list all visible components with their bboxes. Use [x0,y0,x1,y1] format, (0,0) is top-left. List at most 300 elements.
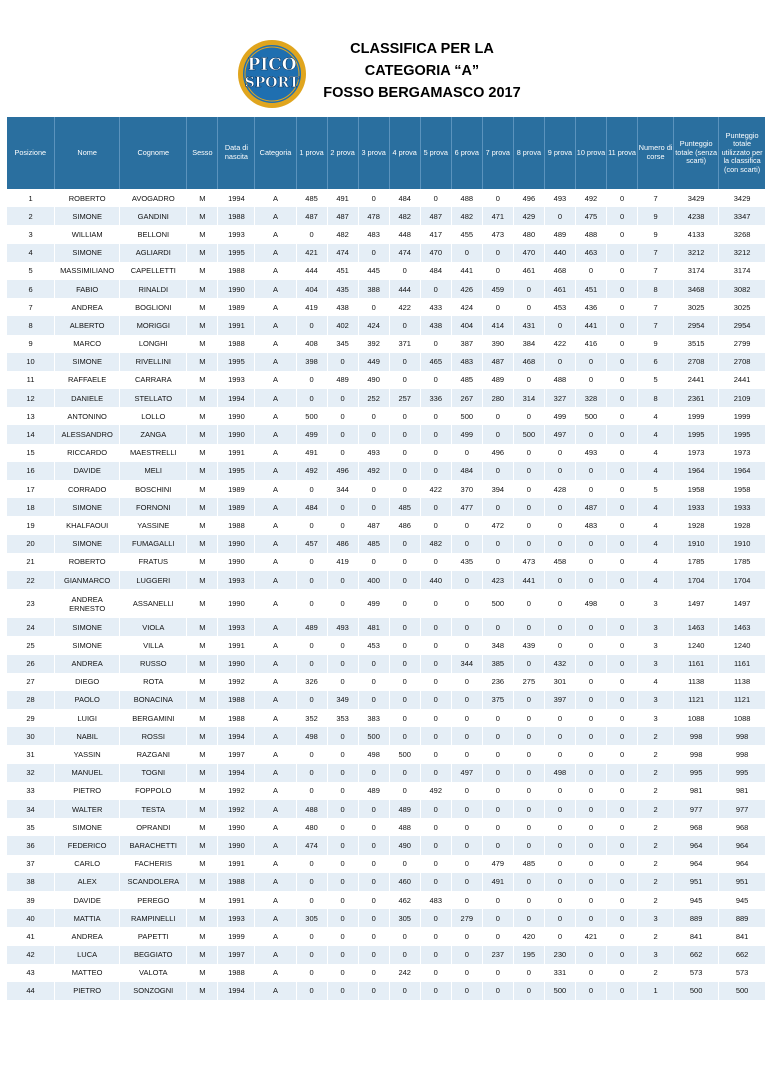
cell-first-name: FEDERICO [55,836,120,854]
cell-race-4: 0 [389,927,420,945]
cell-race-7: 0 [482,262,513,280]
cell-race-9: 461 [544,280,575,298]
cell-race-7: 414 [482,316,513,334]
cell-race-11: 0 [607,280,638,298]
cell-race-1: 0 [296,589,327,618]
cell-race-6: 484 [451,462,482,480]
cell-category: A [255,571,296,589]
cell-total-points: 964 [674,836,719,854]
cell-race-2: 0 [327,673,358,691]
cell-position: 20 [7,535,55,553]
cell-race-11: 0 [607,371,638,389]
cell-birth-year: 1994 [218,982,255,1000]
cell-race-6: 0 [451,891,482,909]
cell-race-9: 428 [544,480,575,498]
cell-sex: M [187,946,218,964]
cell-race-8: 0 [513,873,544,891]
cell-race-4: 460 [389,873,420,891]
cell-race-count: 3 [638,709,674,727]
cell-position: 9 [7,335,55,353]
cell-last-name: BELLONI [120,225,187,243]
cell-race-4: 444 [389,280,420,298]
cell-birth-year: 1990 [218,280,255,298]
cell-race-6: 0 [451,636,482,654]
cell-race-4: 0 [389,636,420,654]
cell-race-3: 0 [358,927,389,945]
cell-race-2: 0 [327,764,358,782]
cell-race-3: 388 [358,280,389,298]
cell-birth-year: 1994 [218,727,255,745]
cell-race-3: 0 [358,836,389,854]
cell-race-count: 2 [638,727,674,745]
cell-race-count: 2 [638,782,674,800]
cell-race-2: 489 [327,371,358,389]
cell-race-3: 0 [358,673,389,691]
cell-race-8: 473 [513,553,544,571]
cell-race-2: 0 [327,782,358,800]
cell-sex: M [187,316,218,334]
cell-position: 28 [7,691,55,709]
cell-race-10: 0 [575,709,606,727]
cell-first-name: SIMONE [55,618,120,636]
column-header: 7 prova [482,117,513,189]
cell-race-9: 0 [544,353,575,371]
cell-race-8: 429 [513,207,544,225]
cell-sex: M [187,964,218,982]
cell-race-2: 0 [327,964,358,982]
cell-total-points: 1999 [674,407,719,425]
cell-race-4: 0 [389,535,420,553]
cell-final-points: 1121 [719,691,765,709]
cell-race-2: 438 [327,298,358,316]
table-row [7,946,766,964]
cell-last-name: BARACHETTI [120,836,187,854]
cell-race-count: 8 [638,280,674,298]
table-row [7,673,766,691]
cell-race-count: 9 [638,225,674,243]
cell-race-4: 448 [389,225,420,243]
cell-race-8: 0 [513,462,544,480]
cell-race-9: 0 [544,444,575,462]
cell-total-points: 662 [674,946,719,964]
cell-race-5: 465 [420,353,451,371]
cell-race-10: 0 [575,764,606,782]
cell-race-3: 500 [358,727,389,745]
cell-race-7: 0 [482,909,513,927]
cell-category: A [255,618,296,636]
table-row [7,371,766,389]
cell-race-3: 0 [358,818,389,836]
cell-race-7: 491 [482,873,513,891]
cell-race-count: 2 [638,873,674,891]
cell-race-3: 0 [358,189,389,207]
cell-position: 34 [7,800,55,818]
cell-race-2: 344 [327,480,358,498]
cell-race-4: 0 [389,353,420,371]
cell-race-2: 474 [327,244,358,262]
cell-race-3: 0 [358,407,389,425]
cell-first-name: SIMONE [55,498,120,516]
cell-race-count: 4 [638,571,674,589]
cell-sex: M [187,207,218,225]
cell-race-2: 0 [327,589,358,618]
cell-race-9: 331 [544,964,575,982]
cell-race-7: 0 [482,836,513,854]
cell-race-9: 0 [544,727,575,745]
cell-race-3: 498 [358,745,389,763]
cell-race-4: 0 [389,425,420,443]
cell-race-10: 0 [575,636,606,654]
cell-race-11: 0 [607,800,638,818]
cell-race-11: 0 [607,818,638,836]
cell-category: A [255,782,296,800]
cell-race-1: 487 [296,207,327,225]
cell-race-6: 0 [451,964,482,982]
cell-last-name: STELLATO [120,389,187,407]
cell-race-7: 459 [482,280,513,298]
cell-total-points: 3468 [674,280,719,298]
cell-first-name: MATTEO [55,964,120,982]
cell-race-10: 488 [575,225,606,243]
cell-race-6: 370 [451,480,482,498]
table-body [7,189,766,1000]
column-header: 6 prova [451,117,482,189]
table-row [7,589,766,618]
cell-first-name: SIMONE [55,244,120,262]
cell-sex: M [187,589,218,618]
cell-first-name: SIMONE [55,818,120,836]
cell-last-name: MAESTRELLI [120,444,187,462]
cell-first-name: ANTONINO [55,407,120,425]
cell-race-8: 0 [513,982,544,1000]
cell-position: 26 [7,655,55,673]
cell-final-points: 1704 [719,571,765,589]
cell-first-name: KHALFAOUI [55,516,120,534]
table-row [7,389,766,407]
cell-race-9: 397 [544,691,575,709]
cell-race-11: 0 [607,673,638,691]
cell-race-count: 3 [638,636,674,654]
cell-race-10: 492 [575,189,606,207]
cell-first-name: DANIELE [55,389,120,407]
cell-category: A [255,316,296,334]
cell-race-7: 236 [482,673,513,691]
cell-last-name: LUGGERI [120,571,187,589]
table-row [7,498,766,516]
table-row [7,800,766,818]
cell-race-9: 453 [544,298,575,316]
cell-position: 43 [7,964,55,982]
cell-race-9: 0 [544,836,575,854]
cell-race-count: 7 [638,244,674,262]
cell-category: A [255,927,296,945]
cell-race-2: 402 [327,316,358,334]
cell-race-4: 482 [389,207,420,225]
cell-last-name: LONGHI [120,335,187,353]
cell-position: 39 [7,891,55,909]
cell-first-name: FABIO [55,280,120,298]
cell-final-points: 981 [719,782,765,800]
cell-race-8: 0 [513,480,544,498]
cell-race-1: 0 [296,225,327,243]
cell-total-points: 1995 [674,425,719,443]
cell-category: A [255,836,296,854]
cell-position: 17 [7,480,55,498]
cell-birth-year: 1994 [218,189,255,207]
cell-total-points: 1785 [674,553,719,571]
cell-birth-year: 1988 [218,335,255,353]
table-row [7,964,766,982]
cell-race-6: 267 [451,389,482,407]
cell-race-7: 280 [482,389,513,407]
cell-final-points: 1933 [719,498,765,516]
cell-position: 37 [7,855,55,873]
cell-race-7: 0 [482,927,513,945]
cell-race-6: 404 [451,316,482,334]
cell-sex: M [187,873,218,891]
cell-race-5: 487 [420,207,451,225]
cell-race-4: 500 [389,745,420,763]
cell-total-points: 1910 [674,535,719,553]
cell-race-8: 0 [513,516,544,534]
cell-race-11: 0 [607,655,638,673]
cell-race-10: 0 [575,371,606,389]
cell-race-count: 9 [638,335,674,353]
column-header: 1 prova [296,117,327,189]
cell-birth-year: 1995 [218,244,255,262]
table-row [7,782,766,800]
cell-race-11: 0 [607,964,638,982]
column-header: 8 prova [513,117,544,189]
cell-final-points: 1463 [719,618,765,636]
column-header: Categoria [255,117,296,189]
cell-race-1: 0 [296,691,327,709]
cell-sex: M [187,280,218,298]
cell-total-points: 1463 [674,618,719,636]
cell-race-3: 0 [358,553,389,571]
cell-position: 13 [7,407,55,425]
cell-race-10: 0 [575,262,606,280]
cell-race-9: 0 [544,516,575,534]
table-row [7,207,766,225]
cell-sex: M [187,709,218,727]
ranking-table [6,117,765,1000]
cell-race-10: 0 [575,425,606,443]
cell-total-points: 2361 [674,389,719,407]
cell-race-3: 0 [358,891,389,909]
cell-total-points: 1958 [674,480,719,498]
cell-race-7: 0 [482,745,513,763]
cell-race-6: 0 [451,444,482,462]
cell-category: A [255,709,296,727]
cell-race-3: 0 [358,764,389,782]
cell-race-8: 0 [513,655,544,673]
cell-category: A [255,691,296,709]
cell-first-name: ANDREA ERNESTO [55,589,120,618]
cell-race-5: 0 [420,335,451,353]
cell-race-11: 0 [607,764,638,782]
cell-race-1: 480 [296,818,327,836]
cell-race-count: 3 [638,618,674,636]
cell-category: A [255,982,296,1000]
cell-race-11: 0 [607,316,638,334]
cell-race-3: 0 [358,800,389,818]
cell-category: A [255,673,296,691]
cell-race-5: 492 [420,782,451,800]
cell-race-9: 0 [544,745,575,763]
cell-category: A [255,225,296,243]
cell-race-5: 0 [420,589,451,618]
cell-race-5: 0 [420,855,451,873]
cell-race-10: 0 [575,909,606,927]
cell-position: 40 [7,909,55,927]
cell-race-5: 0 [420,407,451,425]
cell-birth-year: 1990 [218,425,255,443]
cell-race-5: 0 [420,691,451,709]
cell-birth-year: 1992 [218,673,255,691]
cell-sex: M [187,480,218,498]
cell-race-4: 0 [389,709,420,727]
cell-race-6: 477 [451,498,482,516]
cell-race-5: 0 [420,189,451,207]
cell-race-8: 441 [513,571,544,589]
cell-race-5: 440 [420,571,451,589]
cell-first-name: ALESSANDRO [55,425,120,443]
cell-sex: M [187,444,218,462]
cell-race-3: 0 [358,298,389,316]
cell-race-count: 2 [638,855,674,873]
cell-race-2: 0 [327,927,358,945]
cell-final-points: 1928 [719,516,765,534]
table-row [7,691,766,709]
cell-first-name: DAVIDE [55,462,120,480]
cell-last-name: BOSCHINI [120,480,187,498]
cell-birth-year: 1988 [218,691,255,709]
cell-race-1: 457 [296,535,327,553]
cell-birth-year: 1988 [218,709,255,727]
cell-race-5: 0 [420,800,451,818]
cell-last-name: TOGNI [120,764,187,782]
cell-race-5: 0 [420,927,451,945]
cell-race-2: 487 [327,207,358,225]
cell-race-10: 0 [575,964,606,982]
cell-birth-year: 1993 [218,571,255,589]
table-row [7,262,766,280]
cell-position: 8 [7,316,55,334]
cell-race-9: 500 [544,982,575,1000]
cell-race-4: 486 [389,516,420,534]
cell-first-name: ALEX [55,873,120,891]
cell-race-7: 348 [482,636,513,654]
cell-race-4: 0 [389,782,420,800]
cell-race-2: 493 [327,618,358,636]
cell-race-4: 0 [389,262,420,280]
cell-race-11: 0 [607,571,638,589]
cell-position: 15 [7,444,55,462]
cell-race-2: 0 [327,636,358,654]
column-header: 3 prova [358,117,389,189]
cell-race-5: 0 [420,818,451,836]
cell-first-name: RICCARDO [55,444,120,462]
cell-race-10: 0 [575,727,606,745]
cell-sex: M [187,927,218,945]
cell-final-points: 998 [719,727,765,745]
cell-race-1: 0 [296,946,327,964]
cell-race-8: 0 [513,782,544,800]
cell-race-3: 490 [358,371,389,389]
cell-race-count: 2 [638,964,674,982]
cell-race-4: 305 [389,909,420,927]
cell-category: A [255,946,296,964]
cell-race-count: 7 [638,189,674,207]
cell-race-5: 0 [420,836,451,854]
cell-sex: M [187,745,218,763]
cell-first-name: SIMONE [55,207,120,225]
cell-race-count: 2 [638,836,674,854]
cell-last-name: MELI [120,462,187,480]
cell-race-8: 496 [513,189,544,207]
cell-race-2: 0 [327,855,358,873]
cell-total-points: 1088 [674,709,719,727]
cell-race-1: 0 [296,371,327,389]
cell-total-points: 4238 [674,207,719,225]
cell-final-points: 3212 [719,244,765,262]
cell-race-3: 0 [358,855,389,873]
cell-race-4: 0 [389,655,420,673]
cell-race-11: 0 [607,262,638,280]
cell-race-4: 490 [389,836,420,854]
cell-total-points: 968 [674,818,719,836]
cell-race-3: 0 [358,982,389,1000]
table-row [7,927,766,945]
cell-race-6: 485 [451,371,482,389]
cell-total-points: 3025 [674,298,719,316]
cell-last-name: BOGLIONI [120,298,187,316]
cell-race-8: 0 [513,280,544,298]
cell-race-7: 0 [482,189,513,207]
cell-race-6: 0 [451,873,482,891]
cell-race-9: 327 [544,389,575,407]
cell-race-10: 441 [575,316,606,334]
column-header: 5 prova [420,117,451,189]
cell-final-points: 2954 [719,316,765,334]
cell-race-6: 499 [451,425,482,443]
cell-final-points: 1910 [719,535,765,553]
cell-birth-year: 1995 [218,353,255,371]
cell-race-6: 0 [451,618,482,636]
cell-race-8: 0 [513,964,544,982]
cell-race-8: 461 [513,262,544,280]
cell-category: A [255,636,296,654]
cell-sex: M [187,655,218,673]
cell-sex: M [187,764,218,782]
cell-race-7: 500 [482,589,513,618]
cell-race-9: 0 [544,891,575,909]
cell-last-name: FRATUS [120,553,187,571]
cell-race-2: 0 [327,745,358,763]
cell-race-10: 500 [575,407,606,425]
cell-final-points: 2708 [719,353,765,371]
cell-race-1: 0 [296,571,327,589]
cell-position: 4 [7,244,55,262]
cell-race-6: 426 [451,280,482,298]
cell-race-3: 0 [358,909,389,927]
cell-race-3: 499 [358,589,389,618]
table-row [7,873,766,891]
cell-position: 38 [7,873,55,891]
cell-last-name: RUSSO [120,655,187,673]
cell-total-points: 1928 [674,516,719,534]
